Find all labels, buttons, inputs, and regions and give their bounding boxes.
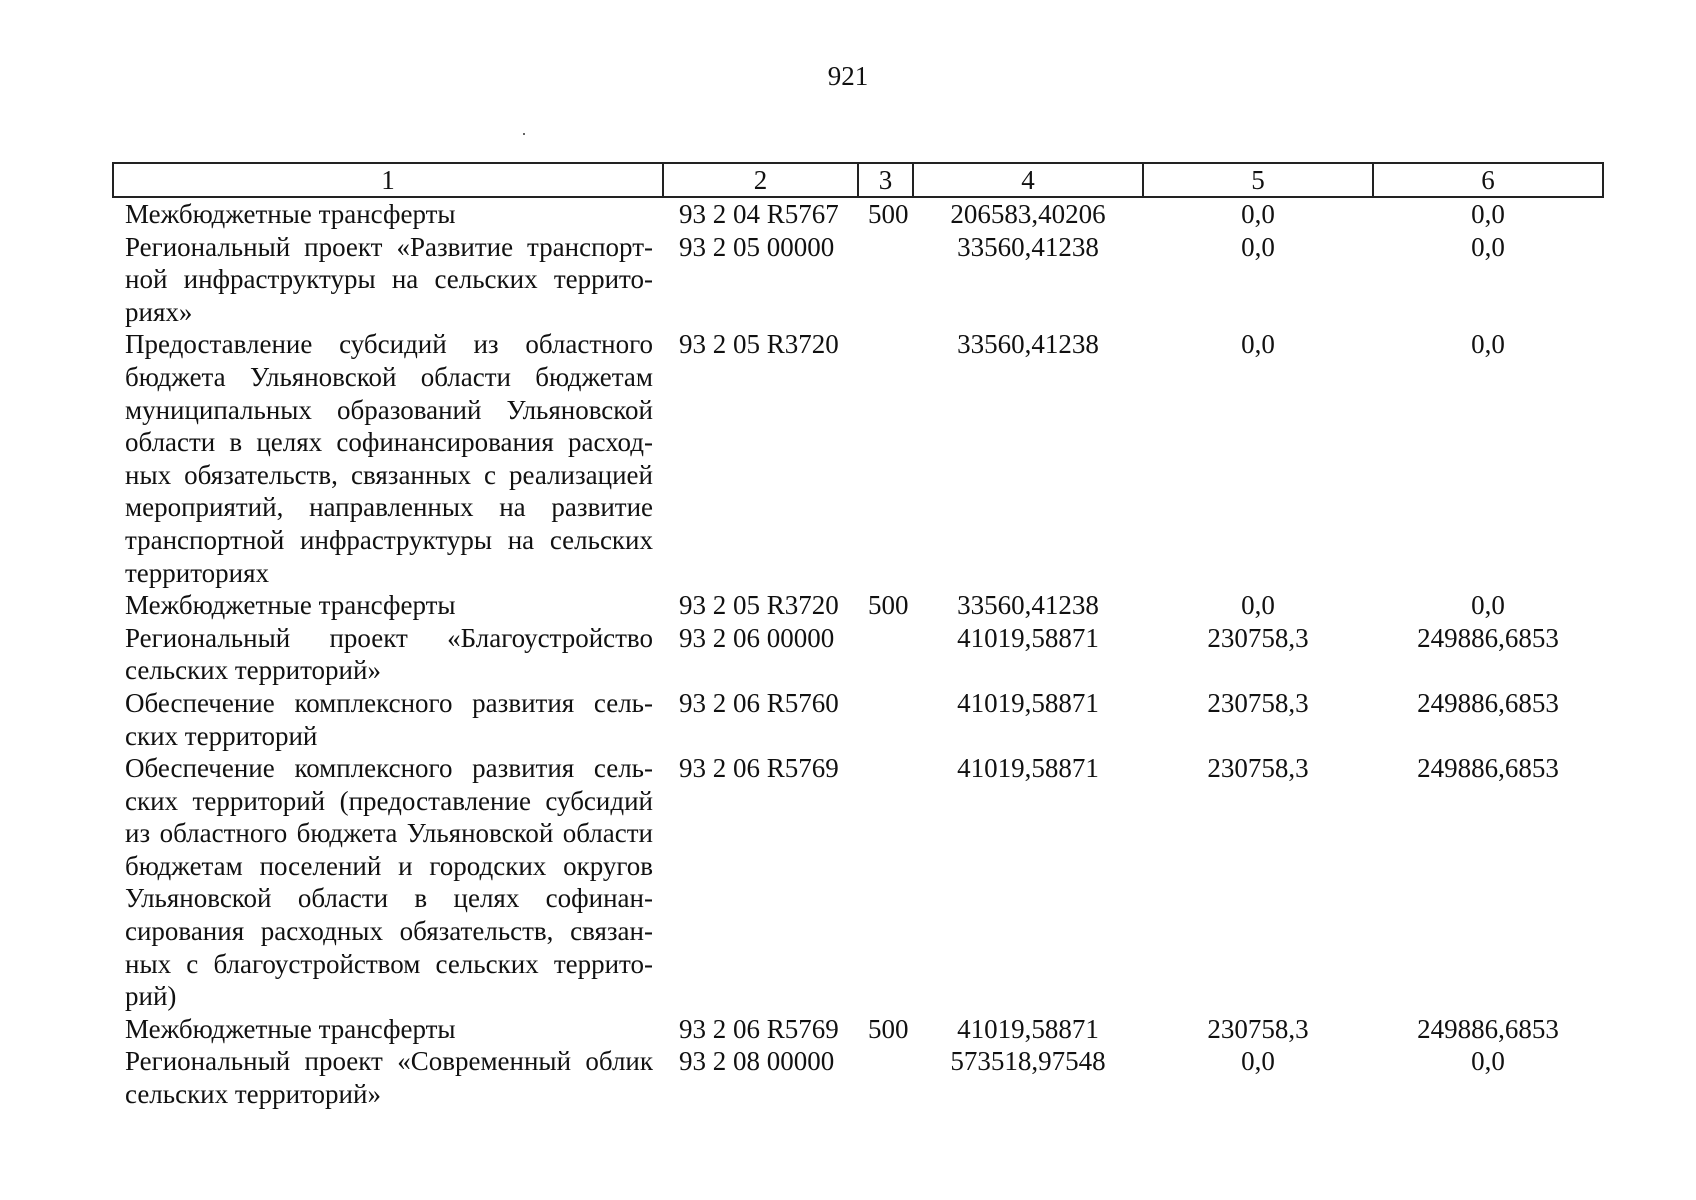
row-value-4: 41019,58871 xyxy=(957,753,1099,784)
header-col-4: 4 xyxy=(913,163,1143,197)
table-row xyxy=(113,1013,1603,1046)
table-row xyxy=(113,589,1603,622)
row-value-6: 0,0 xyxy=(1471,1046,1505,1077)
table-body xyxy=(113,197,1603,1111)
row-expense-type: 500 xyxy=(868,590,909,621)
row-code: 93 2 05 R3720 xyxy=(679,590,839,621)
header-col-6: 6 xyxy=(1373,163,1603,197)
row-expense-type xyxy=(858,622,913,687)
row-value-6: 0,0 xyxy=(1471,329,1505,360)
row-value-5: 230758,3 xyxy=(1207,1013,1309,1044)
row-value-5: 0,0 xyxy=(1241,231,1275,262)
row-value-5: 0,0 xyxy=(1241,329,1275,360)
table-row xyxy=(113,231,1603,329)
row-expense-type: 500 xyxy=(868,1013,909,1044)
table-row xyxy=(113,752,1603,1013)
row-value-6: 249886,6853 xyxy=(1417,622,1559,653)
row-code: 93 2 04 R5767 xyxy=(679,199,839,229)
row-value-4: 33560,41238 xyxy=(957,329,1099,360)
stray-dot xyxy=(523,133,525,135)
header-col-2: 2 xyxy=(663,163,858,197)
row-name: Региональный проект «Современный облик сельских территорий» xyxy=(125,1046,653,1110)
row-value-6: 249886,6853 xyxy=(1417,1013,1559,1044)
row-name: Межбюджетные трансферты xyxy=(125,199,456,229)
row-value-4: 41019,58871 xyxy=(957,622,1099,653)
row-code: 93 2 06 R5769 xyxy=(679,753,839,784)
table-row xyxy=(113,197,1603,231)
header-row xyxy=(113,163,1603,197)
row-value-4: 41019,58871 xyxy=(957,1013,1099,1044)
row-code: 93 2 08 00000 xyxy=(679,1046,835,1077)
row-name: Обеспечение комплексного развития сельских территорий xyxy=(125,687,653,751)
row-expense-type xyxy=(858,752,913,1013)
row-value-4: 41019,58871 xyxy=(957,687,1099,718)
row-value-4: 33560,41238 xyxy=(957,590,1099,621)
row-name: Межбюджетные трансферты xyxy=(125,590,456,621)
row-value-5: 0,0 xyxy=(1241,590,1275,621)
row-value-6: 0,0 xyxy=(1471,590,1505,621)
header-col-3: 3 xyxy=(858,163,913,197)
row-code: 93 2 06 R5769 xyxy=(679,1013,839,1044)
row-code: 93 2 06 00000 xyxy=(679,622,835,653)
row-name: Обеспечение комплексного развития сельских территорий (предоставление субсидий из областного бюджета Ульяновской области бюджетам поселений и городских округов Ульяновской области в целях софинансирования расходных обязательств, связанных с благоустройством сельских территорий) xyxy=(125,753,653,1012)
row-value-4: 573518,97548 xyxy=(950,1046,1106,1077)
row-code: 93 2 05 00000 xyxy=(679,231,835,262)
table-header xyxy=(113,163,1603,197)
table-row xyxy=(113,1045,1603,1110)
row-name: Межбюджетные трансферты xyxy=(125,1013,456,1044)
row-expense-type: 500 xyxy=(868,199,909,229)
row-value-6: 0,0 xyxy=(1471,231,1505,262)
row-value-4: 33560,41238 xyxy=(957,231,1099,262)
row-name: Предоставление субсидий из областного бюджета Ульяновской области бюджетам муниципальных образований Ульяновской области в целях софинансирования расходных обязательств, связанных с реализацией мероприятий, направленных на развитие транспортной инфраструктуры на сельских территориях xyxy=(125,329,653,588)
budget-table xyxy=(112,162,1604,1111)
header-col-5: 5 xyxy=(1143,163,1373,197)
row-value-6: 0,0 xyxy=(1471,199,1505,229)
table-row xyxy=(113,622,1603,687)
row-value-6: 249886,6853 xyxy=(1417,753,1559,784)
table-row xyxy=(113,687,1603,752)
row-name: Региональный проект «Развитие транспортной инфраструктуры на сельских территориях» xyxy=(125,231,653,327)
page-number: 921 xyxy=(827,61,869,91)
header-col-1: 1 xyxy=(113,163,663,197)
row-expense-type xyxy=(858,1045,913,1110)
row-value-5: 0,0 xyxy=(1241,1046,1275,1077)
row-name: Региональный проект «Благоустройство сельских территорий» xyxy=(125,622,653,686)
row-expense-type xyxy=(858,231,913,329)
table-row xyxy=(113,328,1603,589)
row-value-6: 249886,6853 xyxy=(1417,687,1559,718)
row-value-4: 206583,40206 xyxy=(950,199,1106,229)
row-expense-type xyxy=(858,687,913,752)
row-value-5: 230758,3 xyxy=(1207,622,1309,653)
row-code: 93 2 06 R5760 xyxy=(679,687,839,718)
row-value-5: 230758,3 xyxy=(1207,687,1309,718)
row-code: 93 2 05 R3720 xyxy=(679,329,839,360)
row-expense-type xyxy=(858,328,913,589)
row-value-5: 0,0 xyxy=(1241,199,1275,229)
row-value-5: 230758,3 xyxy=(1207,753,1309,784)
